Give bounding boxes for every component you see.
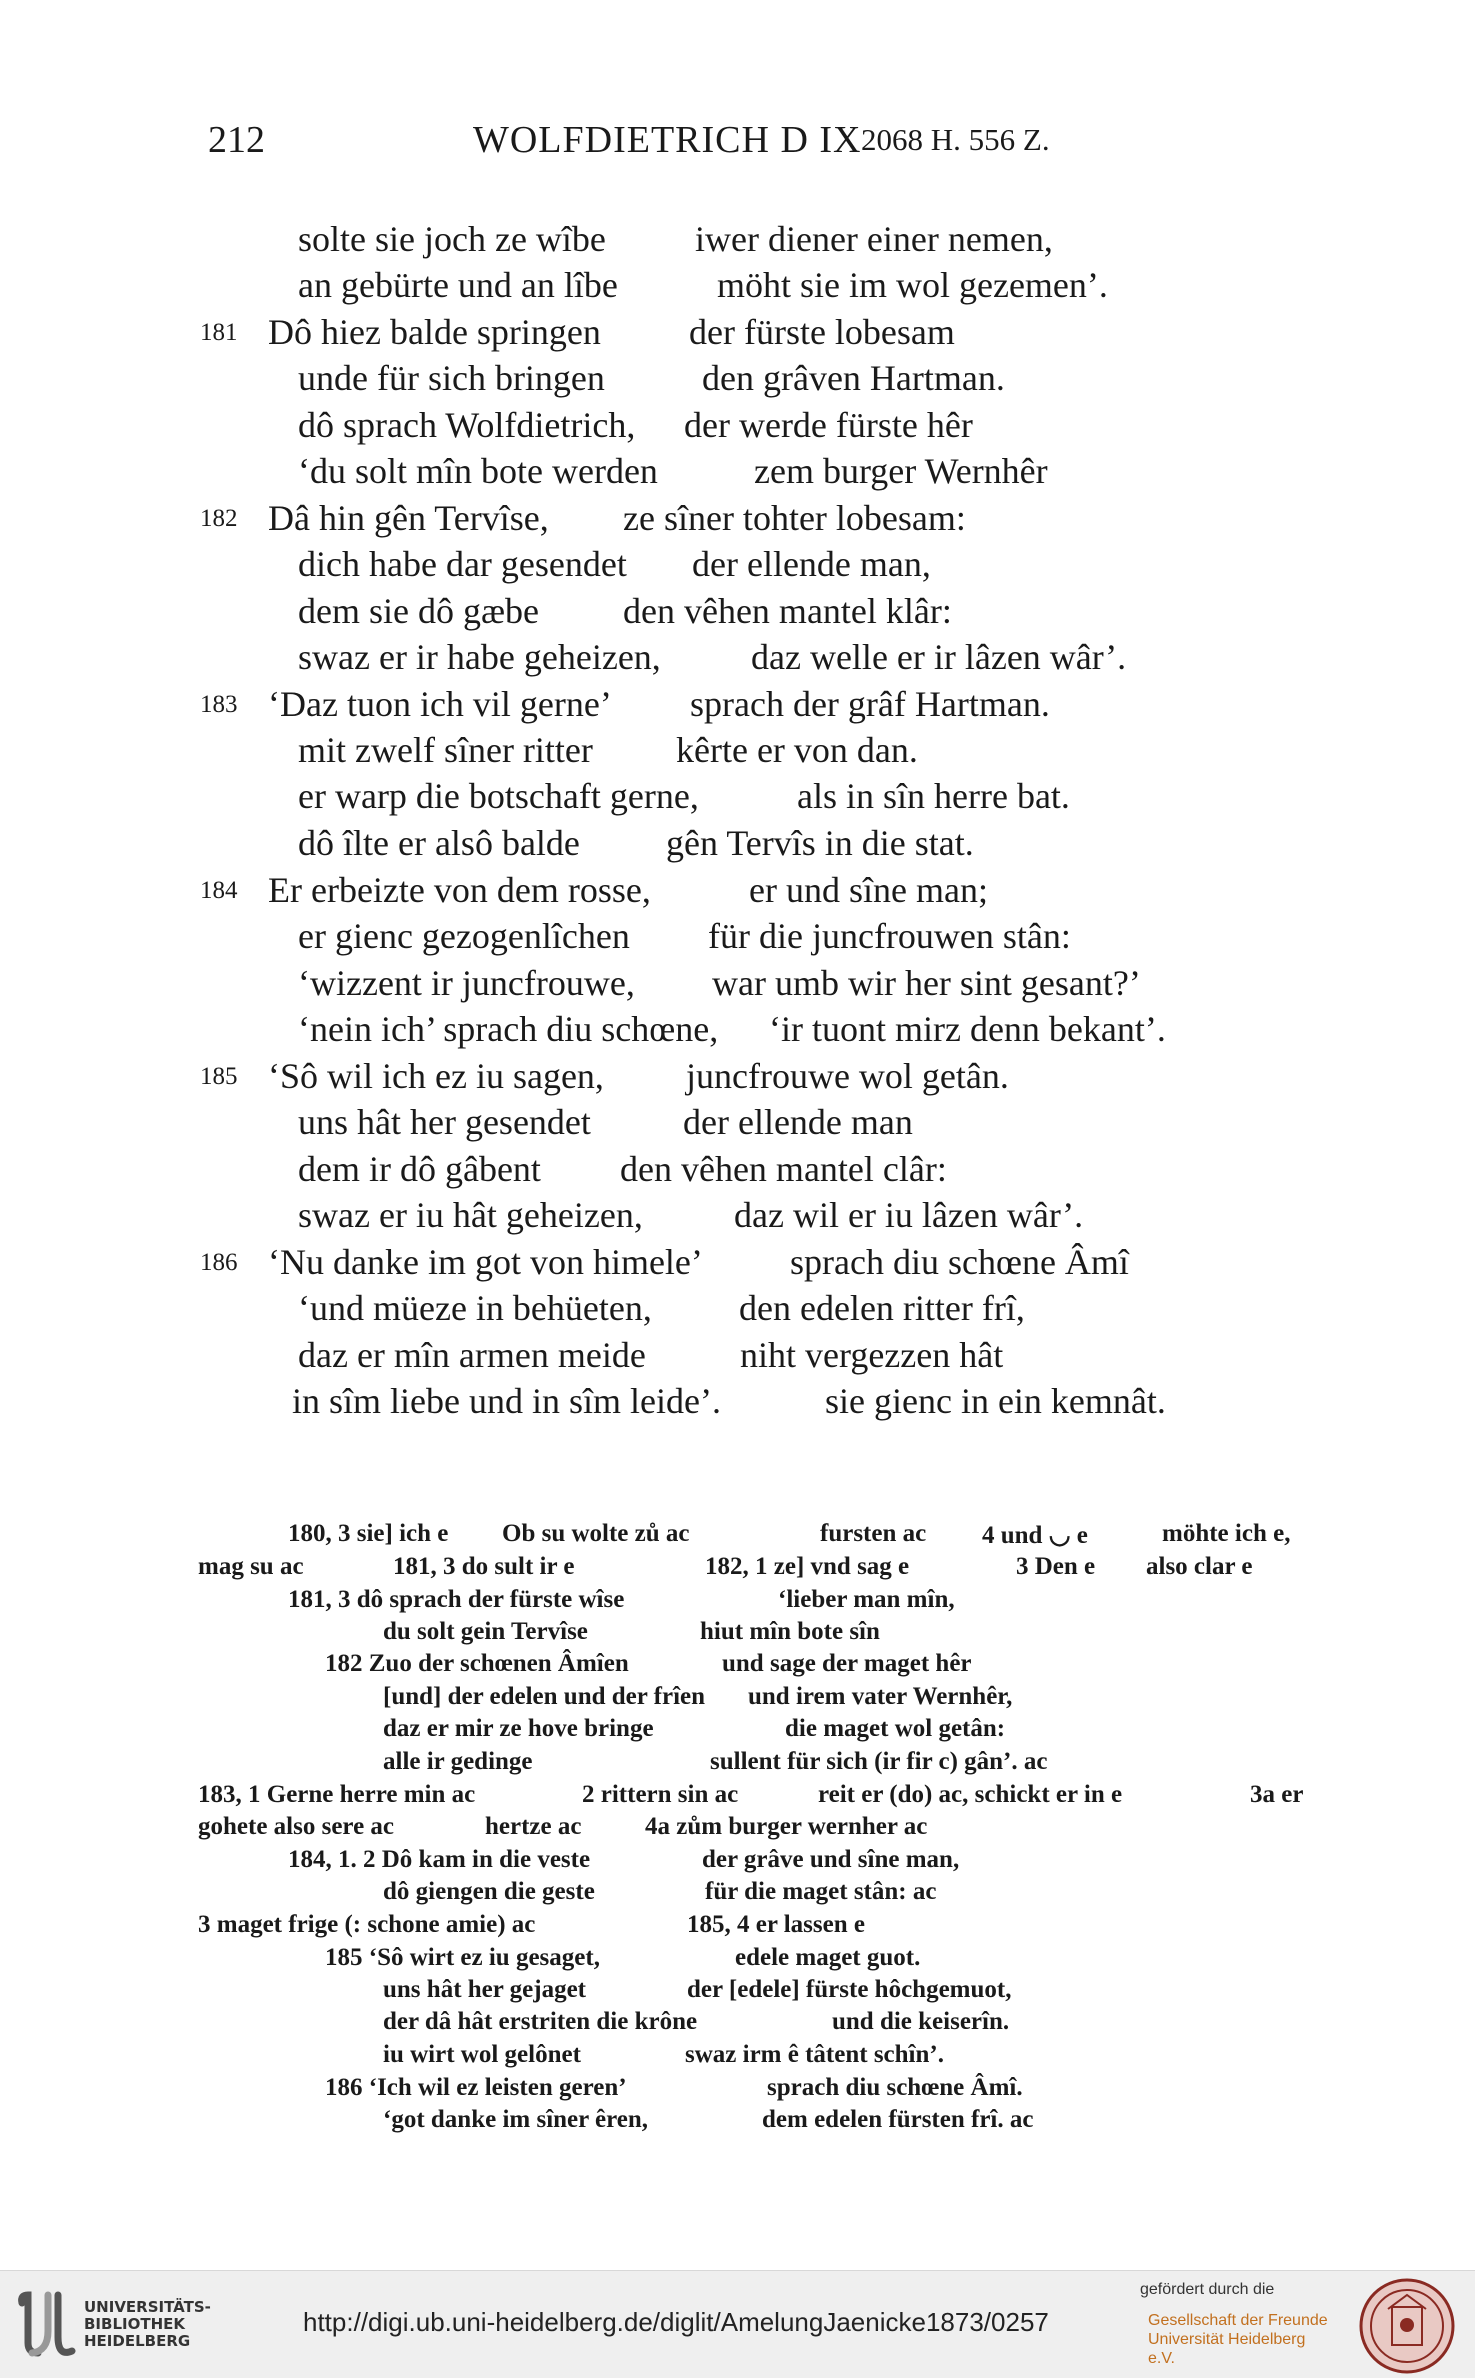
note-line: [0, 1520, 1475, 1552]
note-segment: edele maget guot.: [735, 1944, 921, 1971]
footer-bar: [0, 2270, 1475, 2378]
note-segment: iu wirt wol gelônet: [383, 2041, 581, 2068]
verse-line: [0, 1194, 1475, 1240]
first-half-line: dem sie dô gæbe: [298, 591, 539, 631]
verse-line: [0, 1334, 1475, 1380]
note-segment: also clar e: [1146, 1553, 1253, 1580]
first-half-line: Er erbeizte von dem rosse,: [268, 870, 651, 910]
library-name: UNIVERSITÄTS- BIBLIOTHEK HEIDELBERG: [84, 2298, 211, 2350]
verse-line: [0, 822, 1475, 868]
note-segment: hiut mîn bote sîn: [700, 1618, 880, 1645]
note-segment: 183, 1 Gerne herre min ac: [198, 1781, 476, 1808]
note-line: [0, 1748, 1475, 1780]
note-segment: 181, 3 do sult ir e: [393, 1553, 575, 1580]
first-half-line: unde für sich bringen: [298, 358, 605, 398]
note-segment: der dâ hât erstriten die krône: [383, 2008, 698, 2035]
verse-line: [0, 1101, 1475, 1147]
note-line: [0, 1846, 1475, 1878]
first-half-line: ‘wizzent ir juncfrouwe,: [298, 963, 635, 1003]
second-half-line: daz welle er ir lâzen wâr’.: [751, 637, 1127, 677]
second-half-line: er und sîne man;: [749, 870, 988, 910]
verse-line: [0, 1287, 1475, 1333]
sponsor-label: gefördert durch die: [1140, 2281, 1275, 2298]
note-segment: und sage der maget hêr: [722, 1650, 972, 1677]
stanza-number: 185: [200, 1063, 238, 1090]
verse-line: [0, 450, 1475, 496]
verse-line: [0, 543, 1475, 589]
note-segment: 182, 1 ze] vnd sag e: [705, 1553, 910, 1580]
note-segment: 3 Den e: [1016, 1553, 1096, 1580]
second-half-line: niht vergezzen hât: [740, 1335, 1004, 1375]
verse-line: [0, 729, 1475, 775]
first-half-line: Dô hiez balde springen: [268, 312, 601, 352]
second-half-line: kêrte er von dan.: [676, 730, 918, 770]
first-half-line: er warp die botschaft gerne,: [298, 776, 699, 816]
note-segment: ‘got danke im sîner êren,: [383, 2106, 649, 2133]
second-half-line: der werde fürste hêr: [684, 405, 973, 445]
note-line: [0, 1781, 1475, 1813]
note-line: [0, 1715, 1475, 1747]
verse-line: [0, 683, 1475, 729]
note-segment: 184, 1. 2 Dô kam in die veste: [288, 1846, 591, 1873]
first-half-line: solte sie joch ze wîbe: [298, 219, 606, 259]
note-line: [0, 1944, 1475, 1976]
first-half-line: in sîm liebe und in sîm leide’.: [292, 1381, 721, 1421]
note-line: [0, 1586, 1475, 1618]
second-half-line: gên Tervîs in die stat.: [666, 823, 974, 863]
verse-line: [0, 1241, 1475, 1287]
note-segment: 2 rittern sin ac: [582, 1781, 739, 1808]
note-segment: dô giengen die geste: [383, 1878, 595, 1905]
second-half-line: der ellende man,: [692, 544, 931, 584]
verse-line: [0, 357, 1475, 403]
second-half-line: sie gienc in ein kemnât.: [825, 1381, 1166, 1421]
note-line: [0, 1650, 1475, 1682]
note-segment: 185, 4 er lassen e: [687, 1911, 865, 1938]
note-segment: fursten ac: [820, 1520, 927, 1547]
note-line: [0, 2106, 1475, 2138]
verse-line: [0, 1008, 1475, 1054]
verse-line: [0, 497, 1475, 543]
first-half-line: dem ir dô gâbent: [298, 1149, 541, 1189]
note-line: [0, 2074, 1475, 2106]
note-segment: sprach diu schœne Âmî.: [767, 2074, 1023, 2101]
note-segment: der grâve und sîne man,: [702, 1846, 960, 1873]
second-half-line: juncfrouwe wol getân.: [686, 1056, 1009, 1096]
note-line: [0, 1878, 1475, 1910]
stanza-number: 182: [200, 505, 238, 532]
first-half-line: Dâ hin gên Tervîse,: [268, 498, 549, 538]
verse-line: [0, 1380, 1475, 1426]
second-half-line: war umb wir her sint gesant?’: [712, 963, 1141, 1003]
first-half-line: dô sprach Wolfdietrich,: [298, 405, 636, 445]
line-reference: 2068 H. 556 Z.: [861, 122, 1050, 157]
note-segment: 186 ‘Ich wil ez leisten geren’: [325, 2074, 627, 2101]
second-half-line: der ellende man: [683, 1102, 913, 1142]
verse-line: [0, 915, 1475, 961]
verse-line: [0, 1148, 1475, 1194]
second-half-line: iwer diener einer nemen,: [695, 219, 1053, 259]
second-half-line: der fürste lobesam: [689, 312, 955, 352]
first-half-line: uns hât her gesendet: [298, 1102, 591, 1142]
running-title: WOLFDIETRICH D IX: [473, 119, 862, 161]
note-line: [0, 1911, 1475, 1943]
first-half-line: daz er mîn armen meide: [298, 1335, 646, 1375]
university-seal-icon: [1358, 2277, 1456, 2375]
permalink[interactable]: http://digi.ub.uni-heidelberg.de/diglit/AmelungJaenicke1873/0257: [303, 2307, 1049, 2337]
second-half-line: als in sîn herre bat.: [797, 776, 1070, 816]
first-half-line: ‘Sô wil ich ez iu sagen,: [268, 1056, 604, 1096]
first-half-line: ‘nein ich’ sprach diu schœne,: [298, 1009, 719, 1049]
first-half-line: dô îlte er alsô balde: [298, 823, 580, 863]
stanza-number: 183: [200, 691, 238, 718]
second-half-line: den grâven Hartman.: [702, 358, 1005, 398]
verse-line: [0, 1055, 1475, 1101]
verse-line: [0, 775, 1475, 821]
note-segment: daz er mir ze hove bringe: [383, 1715, 654, 1742]
note-segment: und die keiserîn.: [832, 2008, 1010, 2035]
note-segment: 182 Zuo der schœnen Âmîen: [325, 1650, 629, 1677]
stanza-number: 184: [200, 877, 238, 904]
verse-line: [0, 264, 1475, 310]
note-line: [0, 2008, 1475, 2040]
note-segment: 185 ‘Sô wirt ez iu gesaget,: [325, 1944, 600, 1971]
note-segment: 3a er: [1250, 1781, 1304, 1808]
first-half-line: ‘und müeze in behüeten,: [298, 1288, 652, 1328]
second-half-line: daz wil er iu lâzen wâr’.: [734, 1195, 1084, 1235]
second-half-line: sprach der grâf Hartman.: [690, 684, 1050, 724]
note-segment: 3 maget frige (: schone amie) ac: [198, 1911, 536, 1938]
first-half-line: ‘du solt mîn bote werden: [298, 451, 658, 491]
second-half-line: ze sîner tohter lobesam:: [623, 498, 966, 538]
note-segment: hertze ac: [485, 1813, 582, 1840]
first-half-line: swaz er ir habe geheizen,: [298, 637, 661, 677]
note-line: [0, 1683, 1475, 1715]
second-half-line: zem burger Wernhêr: [754, 451, 1048, 491]
note-segment: [und] der edelen und der frîen: [383, 1683, 706, 1710]
second-half-line: möht sie im wol gezemen’.: [717, 265, 1108, 305]
stanza-number: 181: [200, 319, 238, 346]
second-half-line: sprach diu schœne Âmî: [790, 1242, 1129, 1282]
note-segment: und irem vater Wernhêr,: [748, 1683, 1013, 1710]
second-half-line: den edelen ritter frî,: [739, 1288, 1025, 1328]
note-segment: gohete also sere ac: [198, 1813, 395, 1840]
note-segment: swaz irm ê tâtent schîn’.: [685, 2041, 944, 2068]
page-number: 212: [208, 119, 265, 161]
first-half-line: mit zwelf sîner ritter: [298, 730, 593, 770]
page-header: [208, 118, 1068, 168]
note-segment: der [edele] fürste hôchgemuot,: [687, 1976, 1012, 2003]
stanza-number: 186: [200, 1249, 238, 1276]
note-segment: 4a zům burger wernher ac: [645, 1813, 928, 1840]
note-segment: für die maget stân: ac: [705, 1878, 937, 1905]
note-segment: ‘lieber man mîn,: [778, 1586, 955, 1613]
note-segment: alle ir gedinge: [383, 1748, 533, 1775]
note-line: [0, 2041, 1475, 2073]
note-segment: mag su ac: [198, 1553, 304, 1580]
verse-line: [0, 590, 1475, 636]
note-segment: 4 und ◡ e: [982, 1522, 1088, 1549]
verse-line: [0, 218, 1475, 264]
note-line: [0, 1813, 1475, 1845]
first-half-line: dich habe dar gesendet: [298, 544, 627, 584]
verse-line: [0, 869, 1475, 915]
note-segment: uns hât her gejaget: [383, 1976, 587, 2003]
verse-line: [0, 962, 1475, 1008]
first-half-line: ‘Daz tuon ich vil gerne’: [268, 684, 612, 724]
first-half-line: an gebürte und an lîbe: [298, 265, 618, 305]
note-segment: du solt gein Tervîse: [383, 1618, 588, 1645]
library-logo-icon: [14, 2291, 76, 2361]
verse-line: [0, 404, 1475, 450]
verse-line: [0, 311, 1475, 357]
note-line: [0, 1553, 1475, 1585]
note-segment: Ob su wolte zů ac: [502, 1520, 690, 1547]
first-half-line: er gienc gezogenlîchen: [298, 916, 630, 956]
second-half-line: den vêhen mantel klâr:: [623, 591, 952, 631]
note-segment: die maget wol getân:: [785, 1715, 1006, 1742]
note-segment: möhte ich e,: [1162, 1520, 1291, 1547]
note-segment: reit er (do) ac, schickt er in e: [818, 1781, 1123, 1808]
first-half-line: swaz er iu hât geheizen,: [298, 1195, 643, 1235]
second-half-line: ‘ir tuont mirz denn bekant’.: [769, 1009, 1166, 1049]
note-segment: sullent für sich (ir fir c) gân’. ac: [710, 1748, 1048, 1775]
note-segment: dem edelen fürsten frî. ac: [762, 2106, 1034, 2133]
sponsor-name: Gesellschaft der Freunde Universität Heidelberg e.V.: [1148, 2312, 1328, 2367]
second-half-line: für die juncfrouwen stân:: [708, 916, 1071, 956]
note-segment: 181, 3 dô sprach der fürste wîse: [288, 1586, 625, 1613]
verse-line: [0, 636, 1475, 682]
note-line: [0, 1976, 1475, 2008]
first-half-line: ‘Nu danke im got von himele’: [268, 1242, 703, 1282]
note-line: [0, 1618, 1475, 1650]
note-segment: 180, 3 sie] ich e: [288, 1520, 449, 1547]
second-half-line: den vêhen mantel clâr:: [620, 1149, 947, 1189]
